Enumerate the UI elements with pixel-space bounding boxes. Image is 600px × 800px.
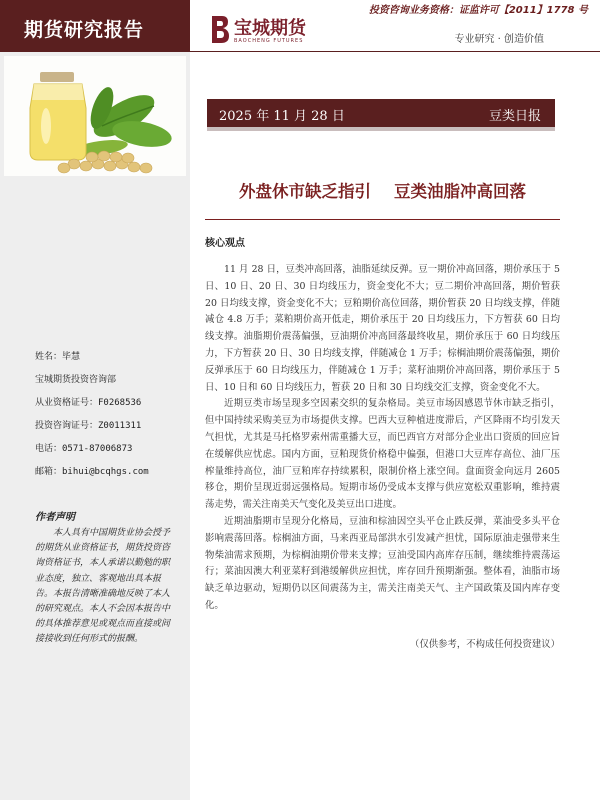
brand-name-en: BAOCHENG FUTURES — [234, 38, 304, 44]
headline-rule — [205, 219, 560, 220]
declaration-title: 作者声明 — [35, 512, 75, 523]
paragraph: 近期油脂期市呈现分化格局，豆油和棕油因空头平仓止跌反弹，菜油受多头平仓影响震荡回落。棕榈油方面，马来西亚局部洪水引发减产担忧，国际原油走强带来生物柴油需求预期，为棕榈油期价带来支撑；豆油受国内高库存压制，继续维持震荡运行；菜油因澳大利亚菜籽到港缓解供应担忧，库存回升预期渐强。整体看，油脂市场缺乏单边驱动，短期仍以区间震荡为主，需关注南美天气、主产国政策及国内库存变化。 — [205, 515, 560, 611]
brand-logo — [208, 14, 318, 48]
paragraph: 近期豆类市场呈现多空因素交织的复杂格局。美豆市场因感恩节休市缺乏指引，但中国持续采购美豆为市场提供支撑。巴西大豆种植进度滞后，产区降雨不均引发天气担忧，尤其是马托格罗索州需重播大豆，而巴西官方对部分企业出口资质的回应旨在缓解供应忧虑。国内方面，豆粕现货价格稳中偏强，但港口大豆库存高位、油厂压榨量维持高位，油厂豆粕库存持续累积，限制价格上涨空间。盘面资金向远月 2605 移仓，期价呈现近弱远强格局。短期市场仍受成本支撑与供应宽松双重影响，维持震荡走势，需关注南美天气变化及美豆出口进度。 — [205, 398, 560, 511]
author-org: 宝城期货投资咨询部 — [35, 375, 117, 385]
declaration-text: 本人具有中国期货业协会授予的期货从业资格证书，期货投资咨询资格证书，本人承诺以勤勉的职业态度，独立、客观地出具本报告。本报告清晰准确地反映了本人的研究观点。本人不会因本报告中的具体推荐意见或观点而直接或间接接收到任何形式的报酬。 — [35, 528, 171, 645]
report-body — [205, 262, 560, 615]
hero-image — [4, 56, 186, 176]
report-type-title: 期货研究报告 — [24, 19, 145, 41]
header-rule — [190, 51, 600, 52]
author-name: 姓名：毕慧 — [35, 352, 81, 362]
core-view-title: 核心观点 — [205, 238, 245, 249]
license-text: 投资咨询业务资格：证监许可【2011】1778 号 — [368, 5, 588, 16]
brand-name: 宝城期货 — [234, 18, 306, 39]
author-cert: 从业资格证号：F0268536 — [35, 398, 142, 408]
paragraph: 11 月 28 日，豆类冲高回落，油脂延续反弹。豆一期价冲高回落，期价承压于 5 日、10 日、20 日、30 日均线压力，资金变化不大；豆二期价冲高回落，期价暂获 20 日均线支撑，资金变化不大；豆粕期价高位回落，期价暂获 20 日均线支撑，伴随减仓 4.8 万手；菜粕期价高开低走，期价承压于 20 日均线压力，下方暂获 60 日均线支撑。油脂期价震荡偏强，豆油期价冲高回落最终收星，期价承压于 60 日均线压力，下方暂获 20 日、30 日均线支撑，伴随减仓 1 万手；棕榈油期价震荡偏强，期价反弹承压于 60 日均线压力，伴随减仓 1 万手；菜籽油期价冲高回落，期价承压于 5 日、10 日和 60 日均线压力，暂获 20 日和 30 日均线交汇支撑，资金变化不大。 — [205, 264, 560, 393]
author-info — [35, 349, 149, 487]
report-kind: 豆类日报 — [488, 109, 541, 124]
soybean-oil-illustration — [4, 56, 186, 176]
author-advisory-cert: 投资咨询证号：Z0011311 — [35, 421, 142, 431]
date-bar — [207, 99, 555, 127]
report-date: 2025 年 11 月 28 日 — [219, 109, 345, 124]
brand-logo-icon — [208, 14, 230, 44]
headline: 外盘休市缺乏指引 豆类油脂冲高回落 — [239, 182, 526, 201]
author-email[interactable]: 邮箱：bihui@bcqhgs.com — [35, 467, 149, 477]
date-bar-shadow — [207, 127, 555, 131]
tagline: 专业研究 · 创造价值 — [454, 34, 544, 45]
disclaimer: （仅供参考，不构成任何投资建议） — [409, 639, 560, 650]
author-phone: 电话：0571-87006873 — [35, 444, 133, 454]
